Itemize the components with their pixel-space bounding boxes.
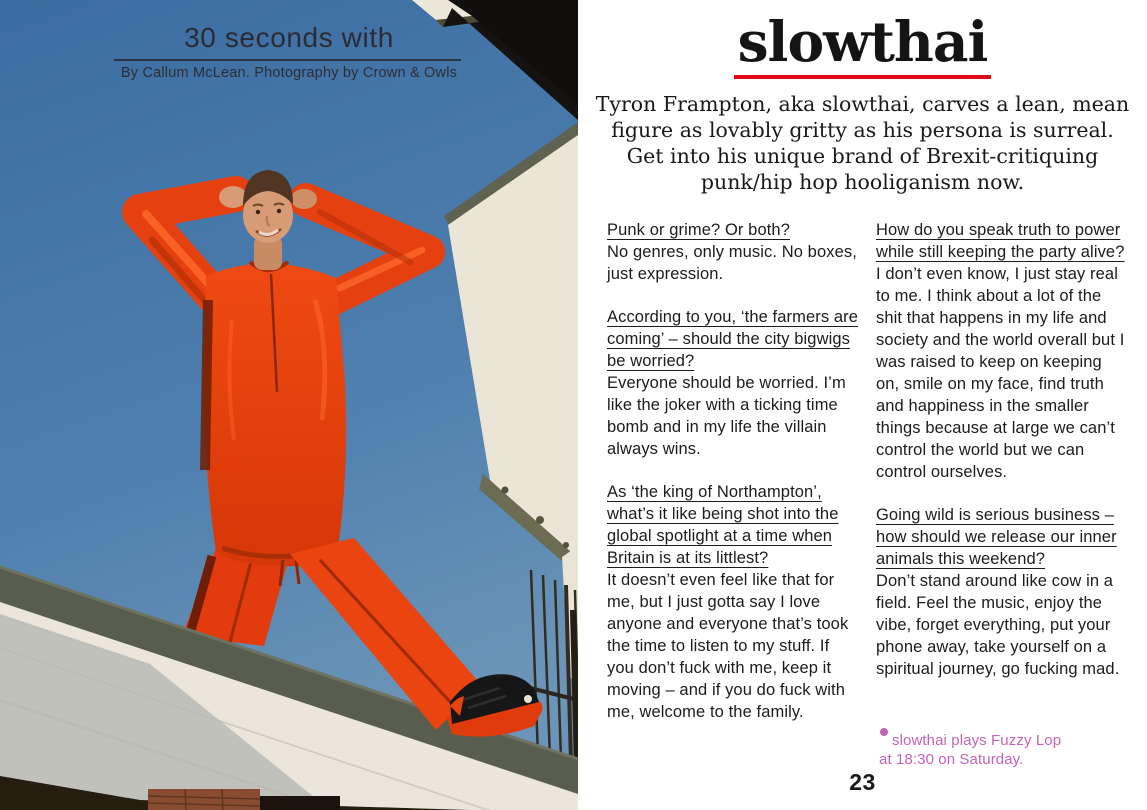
answer: Don’t stand around like cow in a field. Feel the music, enjoy the vibe, forget everything, put your phone away, take yourself on a spiritual journey, go fucking mad. [876, 572, 1120, 679]
question: Punk or grime? Or both? [607, 221, 790, 240]
question: How do you speak truth to power while still keeping the party alive? [876, 221, 1125, 262]
qa-block [607, 219, 860, 285]
answer: I don’t even know, I just stay real to me. I think about a lot of the shit that happens in my life and society and the world overall but I was raised to keep on keeping on, smile on my face, find truth and happiness in the smaller things because at large we can’t control the world but we can control ourselves. [876, 265, 1125, 482]
answer: Everyone should be worried. I’m like the joker with a ticking time bomb and in my life the villain always wins. [607, 374, 846, 459]
qa-column-right [876, 219, 1129, 744]
head [243, 170, 293, 243]
qa-block [876, 504, 1129, 680]
qa-block [876, 219, 1129, 483]
section-title: 30 seconds with [184, 22, 394, 53]
bullet-dot-icon [880, 728, 888, 736]
answer: It doesn’t even feel like that for me, but I just gotta say I love anyone and everyone that’s took the time to listen to my stuff. If you don’t fuck with me, keep it moving – and if you do fuck with me, welcome to the family. [607, 571, 849, 722]
article-intro: Tyron Frampton, aka slowthai, carves a lean, mean figure as lovably gritty as his persona is surreal. Get into his unique brand of Brexit-critiquing punk/hip hop hooliganism now. [595, 92, 1130, 195]
page-number: 23 [849, 769, 876, 795]
byline: By Callum McLean. Photography by Crown & Owls [120, 65, 458, 81]
question: According to you, ‘the farmers are coming’ – should the city bigwigs be worried? [607, 308, 859, 371]
gig-note-text: slowthai plays Fuzzy Lop at 18:30 on Saturday. [879, 732, 1062, 768]
answer: No genres, only music. No boxes, just expression. [607, 243, 857, 284]
qa-block [607, 306, 860, 460]
gig-note [879, 731, 1071, 769]
question: Going wild is serious business – how should we release our inner animals this weekend? [876, 506, 1117, 569]
article-title: slowthai [734, 10, 992, 79]
article-page [578, 0, 1147, 810]
qa-block [607, 481, 860, 723]
question: As ‘the king of Northampton’, what’s it like being shot into the global spotlight at a time when Britain is at its littlest? [607, 483, 839, 568]
qa-columns [607, 219, 1129, 744]
article-title-wrap [578, 10, 1147, 79]
header-divider [114, 59, 461, 61]
qa-column-left [607, 219, 860, 744]
